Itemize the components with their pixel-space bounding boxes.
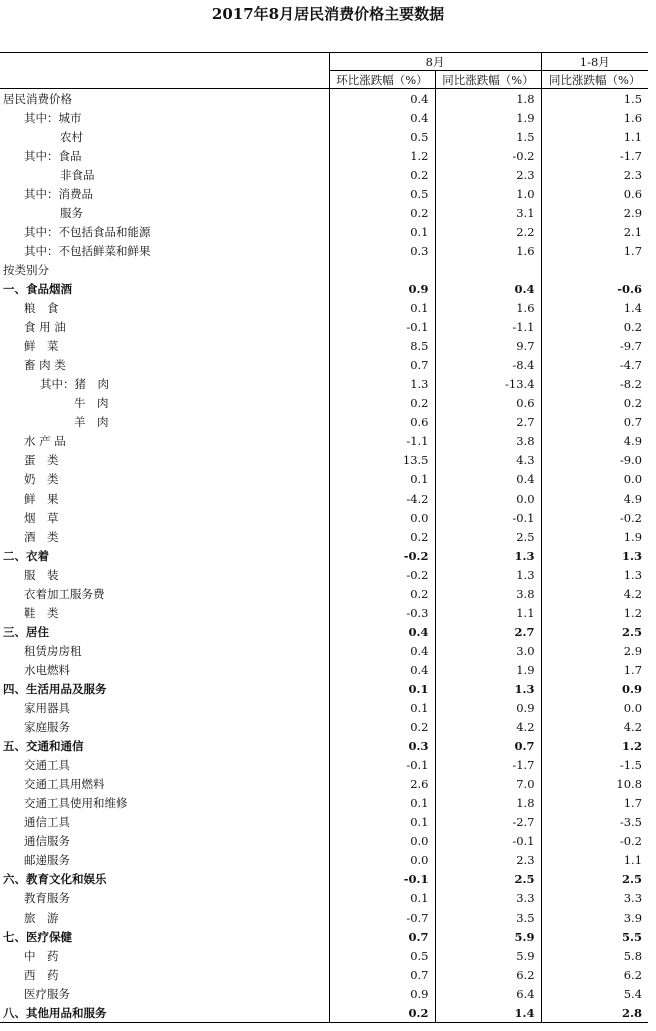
cell-mom: 0.0 <box>329 851 435 870</box>
cell-mom: 0.7 <box>329 356 435 375</box>
row-label: 旅 游 <box>24 910 59 925</box>
cell-ytd-yoy: 1.1 <box>541 851 648 870</box>
row-label: 奶 类 <box>24 472 59 487</box>
table-row <box>0 241 648 260</box>
row-label: 其中：不包括鲜菜和鲜果 <box>24 243 151 258</box>
cell-ytd-yoy: 1.3 <box>541 565 648 584</box>
row-label: 交通工具 <box>24 758 70 773</box>
cell-mom: 0.1 <box>329 794 435 813</box>
row-label: 服 装 <box>24 567 59 582</box>
cell-ytd-yoy: 5.8 <box>541 946 648 965</box>
table-row <box>0 813 648 832</box>
cell-yoy: 5.9 <box>435 927 541 946</box>
row-label: 八、其他用品和服务 <box>0 1003 329 1023</box>
cell-mom: 0.2 <box>329 203 435 222</box>
row-label: 羊 肉 <box>74 415 109 430</box>
table-row <box>0 489 648 508</box>
table-row <box>0 127 648 146</box>
row-label: 其中：猪 肉 <box>40 377 109 392</box>
table-body <box>0 89 648 1023</box>
cell-yoy: 1.9 <box>435 660 541 679</box>
cell-yoy: 1.3 <box>435 679 541 698</box>
table-row <box>0 603 648 622</box>
cell-ytd-yoy: 0.2 <box>541 318 648 337</box>
cell-mom: 8.5 <box>329 337 435 356</box>
cpi-table <box>0 52 648 1023</box>
cell-yoy: 3.5 <box>435 908 541 927</box>
table-row <box>0 394 648 413</box>
table-row <box>0 679 648 698</box>
cell-yoy: 9.7 <box>435 337 541 356</box>
table-row <box>0 756 648 775</box>
cell-mom: -0.2 <box>329 546 435 565</box>
header-blank-2 <box>0 71 329 89</box>
row-label: 七、医疗保健 <box>3 929 72 944</box>
cell-yoy: -13.4 <box>435 375 541 394</box>
row-label: 水 产 品 <box>24 434 66 449</box>
cell-ytd-yoy: 1.2 <box>541 737 648 756</box>
table-row <box>0 699 648 718</box>
cell-ytd-yoy: 2.1 <box>541 222 648 241</box>
cell-mom: 0.2 <box>329 584 435 603</box>
cell-yoy: 1.3 <box>435 565 541 584</box>
table-row <box>0 279 648 298</box>
table-row <box>0 565 648 584</box>
row-label: 烟 草 <box>24 510 59 525</box>
cell-ytd-yoy: 0.6 <box>541 184 648 203</box>
cell-yoy: 1.8 <box>435 794 541 813</box>
cell-mom: 0.1 <box>329 679 435 698</box>
cell-ytd-yoy <box>541 260 648 279</box>
cell-yoy: 1.0 <box>435 184 541 203</box>
cell-mom: -0.1 <box>329 870 435 889</box>
cell-mom: 0.1 <box>329 222 435 241</box>
row-label: 其中：城市 <box>24 110 82 125</box>
row-label: 三、居住 <box>3 624 49 639</box>
row-label: 服务 <box>60 205 83 220</box>
cell-mom: 0.2 <box>329 718 435 737</box>
table-row <box>0 889 648 908</box>
row-label: 其中：消费品 <box>24 186 93 201</box>
cell-yoy: 1.6 <box>435 299 541 318</box>
cell-mom: 0.1 <box>329 813 435 832</box>
cell-yoy: 2.5 <box>435 870 541 889</box>
cell-mom: 0.1 <box>329 699 435 718</box>
cell-ytd-yoy: 1.7 <box>541 660 648 679</box>
row-label: 四、生活用品及服务 <box>3 681 107 696</box>
cell-mom: 0.3 <box>329 737 435 756</box>
header-group-month: 8月 <box>329 53 541 71</box>
row-label: 蛋 类 <box>24 453 59 468</box>
cell-mom: 0.5 <box>329 184 435 203</box>
cell-ytd-yoy: 5.4 <box>541 984 648 1003</box>
cell-yoy: 0.9 <box>435 699 541 718</box>
cell-yoy: -1.7 <box>435 756 541 775</box>
cell-ytd-yoy: 2.8 <box>541 1003 648 1023</box>
table-row <box>0 851 648 870</box>
table-row <box>0 222 648 241</box>
cell-yoy: 2.5 <box>435 527 541 546</box>
cell-mom: 0.1 <box>329 299 435 318</box>
row-label: 按类别分 <box>3 262 49 277</box>
table-row <box>0 432 648 451</box>
cell-mom: 0.0 <box>329 508 435 527</box>
table-row <box>0 356 648 375</box>
cell-ytd-yoy: 5.5 <box>541 927 648 946</box>
cell-ytd-yoy: 4.2 <box>541 584 648 603</box>
row-label: 居民消费价格 <box>3 91 72 106</box>
cell-ytd-yoy: -1.7 <box>541 146 648 165</box>
header-col-yoy: 同比涨跌幅（%） <box>435 71 541 89</box>
table-row <box>0 775 648 794</box>
row-label: 畜 肉 类 <box>24 358 66 373</box>
cell-ytd-yoy: 0.0 <box>541 470 648 489</box>
cell-yoy: 2.7 <box>435 413 541 432</box>
row-label: 六、教育文化和娱乐 <box>3 872 107 887</box>
cell-yoy: 2.7 <box>435 622 541 641</box>
table-row <box>0 146 648 165</box>
cell-ytd-yoy: 1.2 <box>541 603 648 622</box>
cell-ytd-yoy: -3.5 <box>541 813 648 832</box>
row-label: 家用器具 <box>24 701 70 716</box>
row-label: 一、食品烟酒 <box>3 281 72 296</box>
table-row <box>0 203 648 222</box>
cell-mom: -0.3 <box>329 603 435 622</box>
table-header <box>0 53 648 89</box>
cell-yoy: 0.4 <box>435 470 541 489</box>
cell-yoy: 1.4 <box>435 1003 541 1023</box>
cell-mom: -0.2 <box>329 565 435 584</box>
table-row <box>0 375 648 394</box>
cell-ytd-yoy: 1.7 <box>541 241 648 260</box>
cell-ytd-yoy: 1.4 <box>541 299 648 318</box>
table-row <box>0 337 648 356</box>
cell-mom: 0.2 <box>329 1003 435 1023</box>
cell-mom: -4.2 <box>329 489 435 508</box>
row-label: 粮 食 <box>24 301 59 316</box>
cell-yoy: 4.2 <box>435 718 541 737</box>
cell-mom: 0.5 <box>329 127 435 146</box>
cell-ytd-yoy: -0.2 <box>541 832 648 851</box>
row-label: 食 用 油 <box>24 320 66 335</box>
cell-yoy: 2.3 <box>435 851 541 870</box>
table-row <box>0 622 648 641</box>
table-row <box>0 965 648 984</box>
row-label: 牛 肉 <box>74 396 109 411</box>
cell-mom: -1.1 <box>329 432 435 451</box>
cell-mom: 0.4 <box>329 660 435 679</box>
row-label: 其中：不包括食品和能源 <box>24 224 151 239</box>
cell-ytd-yoy: 2.5 <box>541 870 648 889</box>
table-row <box>0 451 648 470</box>
cell-mom: -0.1 <box>329 318 435 337</box>
table-row <box>0 108 648 127</box>
cell-yoy: 3.0 <box>435 641 541 660</box>
cell-mom: 0.1 <box>329 470 435 489</box>
row-label: 中 药 <box>24 948 59 963</box>
cell-yoy: -1.1 <box>435 318 541 337</box>
cell-mom: 0.3 <box>329 241 435 260</box>
cell-mom: 0.2 <box>329 527 435 546</box>
cell-yoy: 6.4 <box>435 984 541 1003</box>
cell-ytd-yoy: 6.2 <box>541 965 648 984</box>
cell-yoy: 1.3 <box>435 546 541 565</box>
cell-yoy: 3.8 <box>435 432 541 451</box>
cell-mom: 0.4 <box>329 622 435 641</box>
cell-mom: 0.6 <box>329 413 435 432</box>
cell-ytd-yoy: -9.0 <box>541 451 648 470</box>
header-col-ytd-yoy: 同比涨跌幅（%） <box>541 71 648 89</box>
cell-ytd-yoy: 2.3 <box>541 165 648 184</box>
cell-ytd-yoy: 1.7 <box>541 794 648 813</box>
cell-yoy: 2.3 <box>435 165 541 184</box>
cell-ytd-yoy: 4.2 <box>541 718 648 737</box>
table-row <box>0 527 648 546</box>
cell-yoy: 0.0 <box>435 489 541 508</box>
table-row <box>0 832 648 851</box>
cell-yoy: 1.6 <box>435 241 541 260</box>
cell-ytd-yoy: 4.9 <box>541 489 648 508</box>
cell-mom: 0.7 <box>329 965 435 984</box>
table-row <box>0 508 648 527</box>
cell-yoy <box>435 260 541 279</box>
cell-mom: -0.7 <box>329 908 435 927</box>
row-label: 租赁房房租 <box>24 643 82 658</box>
cell-mom: 1.3 <box>329 375 435 394</box>
table-row <box>0 984 648 1003</box>
table-row <box>0 908 648 927</box>
cell-yoy: -8.4 <box>435 356 541 375</box>
cell-ytd-yoy: 2.9 <box>541 641 648 660</box>
row-label: 二、衣着 <box>3 548 49 563</box>
cell-ytd-yoy: -1.5 <box>541 756 648 775</box>
cell-mom: 0.4 <box>329 89 435 109</box>
cell-mom: 0.5 <box>329 946 435 965</box>
cell-ytd-yoy: 3.9 <box>541 908 648 927</box>
row-label: 鲜 菜 <box>24 339 59 354</box>
row-label: 交通工具用燃料 <box>24 777 105 792</box>
row-label: 邮递服务 <box>24 853 70 868</box>
cell-ytd-yoy: 0.7 <box>541 413 648 432</box>
row-label: 非食品 <box>60 167 95 182</box>
cell-yoy: 5.9 <box>435 946 541 965</box>
cell-yoy: -0.1 <box>435 508 541 527</box>
cell-mom: 13.5 <box>329 451 435 470</box>
cell-ytd-yoy: -0.6 <box>541 279 648 298</box>
cell-yoy: 3.8 <box>435 584 541 603</box>
cell-yoy: 3.3 <box>435 889 541 908</box>
table-row <box>0 870 648 889</box>
table-row <box>0 946 648 965</box>
cell-yoy: 3.1 <box>435 203 541 222</box>
table-row <box>0 184 648 203</box>
table-row <box>0 641 648 660</box>
cell-ytd-yoy: -9.7 <box>541 337 648 356</box>
cell-yoy: -0.1 <box>435 832 541 851</box>
cell-yoy: -2.7 <box>435 813 541 832</box>
cell-yoy: 0.7 <box>435 737 541 756</box>
cell-mom: 2.6 <box>329 775 435 794</box>
row-label: 西 药 <box>24 967 59 982</box>
cell-yoy: 2.2 <box>435 222 541 241</box>
table-row <box>0 89 648 109</box>
cell-mom: 0.1 <box>329 889 435 908</box>
cell-ytd-yoy: 0.0 <box>541 699 648 718</box>
cell-ytd-yoy: 3.3 <box>541 889 648 908</box>
page-title: 2017年8月居民消费价格主要数据 <box>211 5 445 23</box>
header-group-ytd: 1-8月 <box>541 53 648 71</box>
row-label: 农村 <box>60 129 83 144</box>
table-row <box>0 546 648 565</box>
cell-ytd-yoy: -8.2 <box>541 375 648 394</box>
table-row <box>0 260 648 279</box>
cell-yoy: 0.4 <box>435 279 541 298</box>
table-row <box>0 470 648 489</box>
table-row <box>0 318 648 337</box>
cell-yoy: 4.3 <box>435 451 541 470</box>
table-row <box>0 737 648 756</box>
cell-ytd-yoy: 4.9 <box>541 432 648 451</box>
table-row <box>0 165 648 184</box>
cell-mom: 0.7 <box>329 927 435 946</box>
table-row <box>0 718 648 737</box>
cell-ytd-yoy: 0.2 <box>541 394 648 413</box>
cell-ytd-yoy: -4.7 <box>541 356 648 375</box>
cell-mom: 0.4 <box>329 641 435 660</box>
cell-mom: 0.9 <box>329 279 435 298</box>
row-label: 鲜 果 <box>24 491 59 506</box>
cell-mom: 0.9 <box>329 984 435 1003</box>
cell-mom: 1.2 <box>329 146 435 165</box>
table-row <box>0 794 648 813</box>
row-label: 水电燃料 <box>24 662 70 677</box>
cell-yoy: 6.2 <box>435 965 541 984</box>
cell-ytd-yoy: 2.9 <box>541 203 648 222</box>
row-label: 五、交通和通信 <box>3 739 84 754</box>
row-label: 衣着加工服务费 <box>24 586 105 601</box>
cell-yoy: 7.0 <box>435 775 541 794</box>
row-label: 其中：食品 <box>24 148 82 163</box>
cell-ytd-yoy: 2.5 <box>541 622 648 641</box>
row-label: 酒 类 <box>24 529 59 544</box>
table-row <box>0 413 648 432</box>
cell-yoy: 1.5 <box>435 127 541 146</box>
cell-mom: -0.1 <box>329 756 435 775</box>
table-row <box>0 584 648 603</box>
row-label: 通信工具 <box>24 815 70 830</box>
row-label: 鞋 类 <box>24 605 59 620</box>
cell-mom <box>329 260 435 279</box>
cell-ytd-yoy: -0.2 <box>541 508 648 527</box>
cell-mom: 0.4 <box>329 108 435 127</box>
header-col-mom: 环比涨跌幅（%） <box>329 71 435 89</box>
row-label: 通信服务 <box>24 834 70 849</box>
cell-ytd-yoy: 1.3 <box>541 546 648 565</box>
cell-mom: 0.0 <box>329 832 435 851</box>
table-row <box>0 660 648 679</box>
table-row <box>0 299 648 318</box>
table-row <box>0 1003 648 1023</box>
cell-mom: 0.2 <box>329 394 435 413</box>
table-row <box>0 927 648 946</box>
cell-yoy: 1.1 <box>435 603 541 622</box>
row-label: 家庭服务 <box>24 720 70 735</box>
cell-yoy: -0.2 <box>435 146 541 165</box>
cell-ytd-yoy: 1.9 <box>541 527 648 546</box>
cell-ytd-yoy: 10.8 <box>541 775 648 794</box>
cell-ytd-yoy: 1.5 <box>541 89 648 109</box>
row-label: 医疗服务 <box>24 986 70 1001</box>
row-label: 交通工具使用和维修 <box>24 796 128 811</box>
row-label: 教育服务 <box>24 891 70 906</box>
cell-yoy: 0.6 <box>435 394 541 413</box>
cell-yoy: 1.8 <box>435 89 541 109</box>
cell-ytd-yoy: 1.6 <box>541 108 648 127</box>
cell-yoy: 1.9 <box>435 108 541 127</box>
cell-mom: 0.2 <box>329 165 435 184</box>
cell-ytd-yoy: 1.1 <box>541 127 648 146</box>
header-blank <box>0 53 329 71</box>
cell-ytd-yoy: 0.9 <box>541 679 648 698</box>
